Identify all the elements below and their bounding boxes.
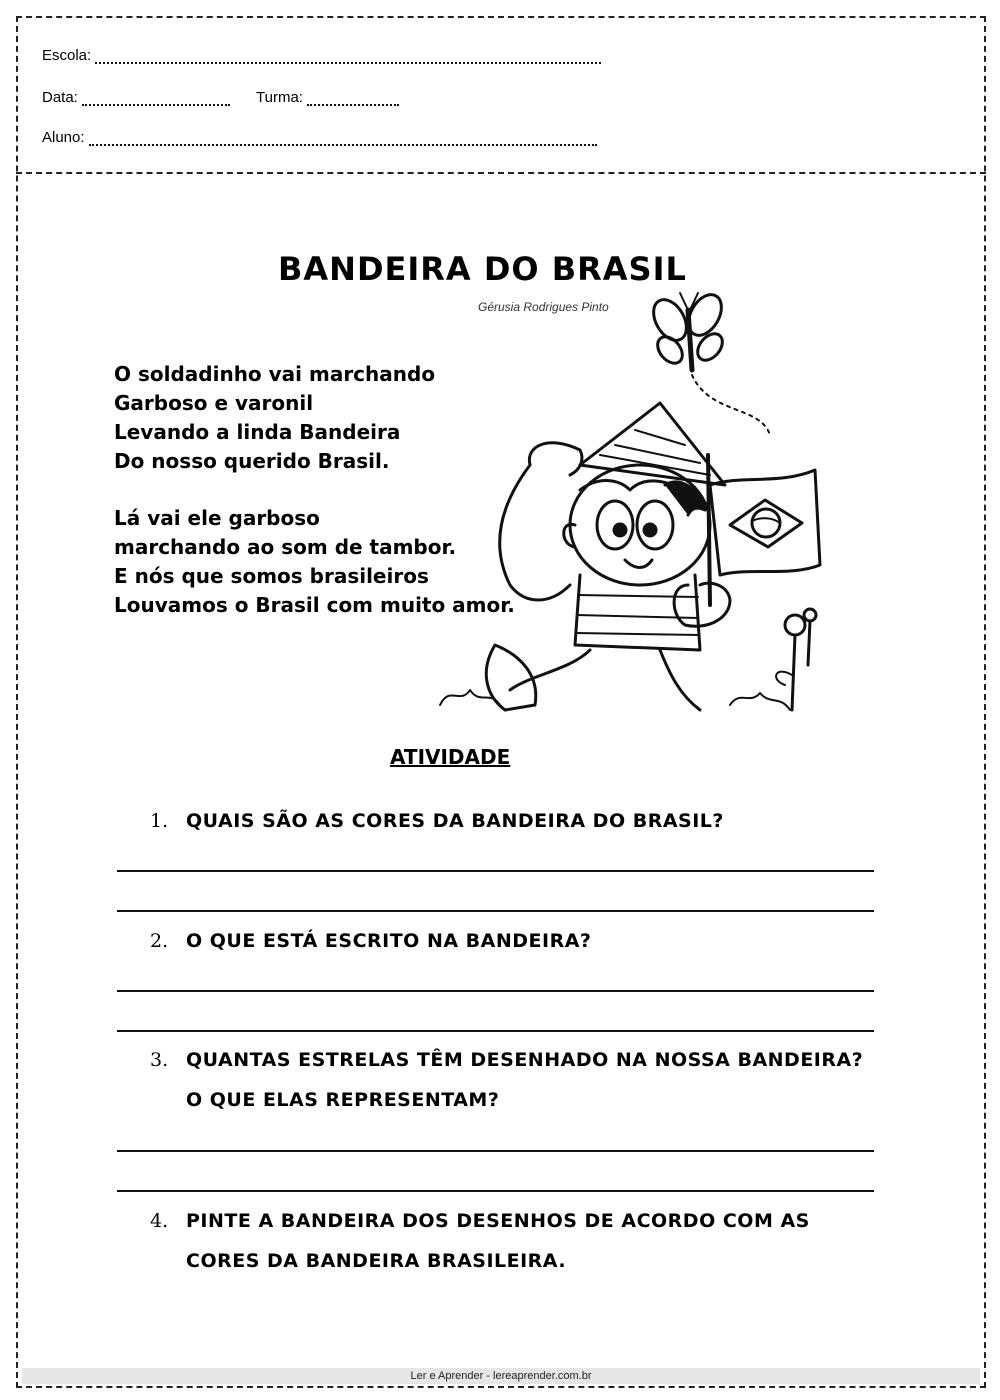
- school-label: Escola:: [42, 47, 92, 64]
- question-text: QUANTAS ESTRELAS TÊM DESENHADO NA NOSSA BANDEIRA? O QUE ELAS REPRESENTAM?: [186, 1049, 864, 1111]
- poem-line: O soldadinho vai marchando: [114, 362, 436, 386]
- question-3: [150, 1040, 870, 1120]
- answer-line[interactable]: [117, 1190, 874, 1192]
- poem-line: Louvamos o Brasil com muito amor.: [114, 593, 515, 617]
- question-4: [150, 1201, 870, 1281]
- answer-line[interactable]: [117, 990, 874, 992]
- student-label: Aluno:: [42, 129, 85, 146]
- question-2: [150, 921, 870, 961]
- class-field[interactable]: [256, 86, 399, 106]
- question-text: QUAIS SÃO AS CORES DA BANDEIRA DO BRASIL?: [186, 810, 724, 832]
- student-field[interactable]: [42, 126, 597, 146]
- flower-icon: [776, 609, 816, 710]
- date-label: Data:: [42, 89, 78, 106]
- poem-line: Garboso e varonil: [114, 391, 314, 415]
- answer-line[interactable]: [117, 1150, 874, 1152]
- class-label: Turma:: [256, 89, 303, 106]
- question-number: 3.: [150, 1049, 169, 1071]
- brazil-flag-icon: [710, 470, 820, 575]
- question-text: O QUE ESTÁ ESCRITO NA BANDEIRA?: [186, 930, 592, 952]
- answer-line[interactable]: [117, 1030, 874, 1032]
- question-number: 4.: [150, 1210, 169, 1232]
- activity-title: ATIVIDADE: [390, 745, 511, 769]
- answer-line[interactable]: [117, 910, 874, 912]
- class-blank[interactable]: [307, 92, 399, 106]
- school-blank[interactable]: [95, 50, 601, 64]
- student-blank[interactable]: [89, 132, 597, 146]
- poem-title: BANDEIRA DO BRASIL: [278, 250, 687, 288]
- question-text: PINTE A BANDEIRA DOS DESENHOS DE ACORDO COM AS CORES DA BANDEIRA BRASILEIRA.: [186, 1210, 810, 1272]
- poem-author: Gérusia Rodrigues Pinto: [478, 300, 609, 314]
- school-field[interactable]: [42, 44, 601, 64]
- soldier-boy-with-flag-illustration: [430, 285, 840, 715]
- answer-line[interactable]: [117, 870, 874, 872]
- butterfly-icon: [647, 289, 728, 370]
- poem-line: Lá vai ele garboso: [114, 506, 320, 530]
- date-blank[interactable]: [82, 92, 230, 106]
- paper-hat-icon: [580, 403, 725, 485]
- question-number: 1.: [150, 810, 169, 832]
- poem-line: Do nosso querido Brasil.: [114, 449, 390, 473]
- poem-line: Levando a linda Bandeira: [114, 420, 401, 444]
- footer-credit: Ler e Aprender - lereaprender.com.br: [22, 1368, 980, 1384]
- question-number: 2.: [150, 930, 169, 952]
- poem-line: marchando ao som de tambor.: [114, 535, 457, 559]
- question-1: [150, 801, 870, 841]
- date-field[interactable]: [42, 86, 230, 106]
- poem-line: E nós que somos brasileiros: [114, 564, 429, 588]
- header-divider: [16, 172, 986, 174]
